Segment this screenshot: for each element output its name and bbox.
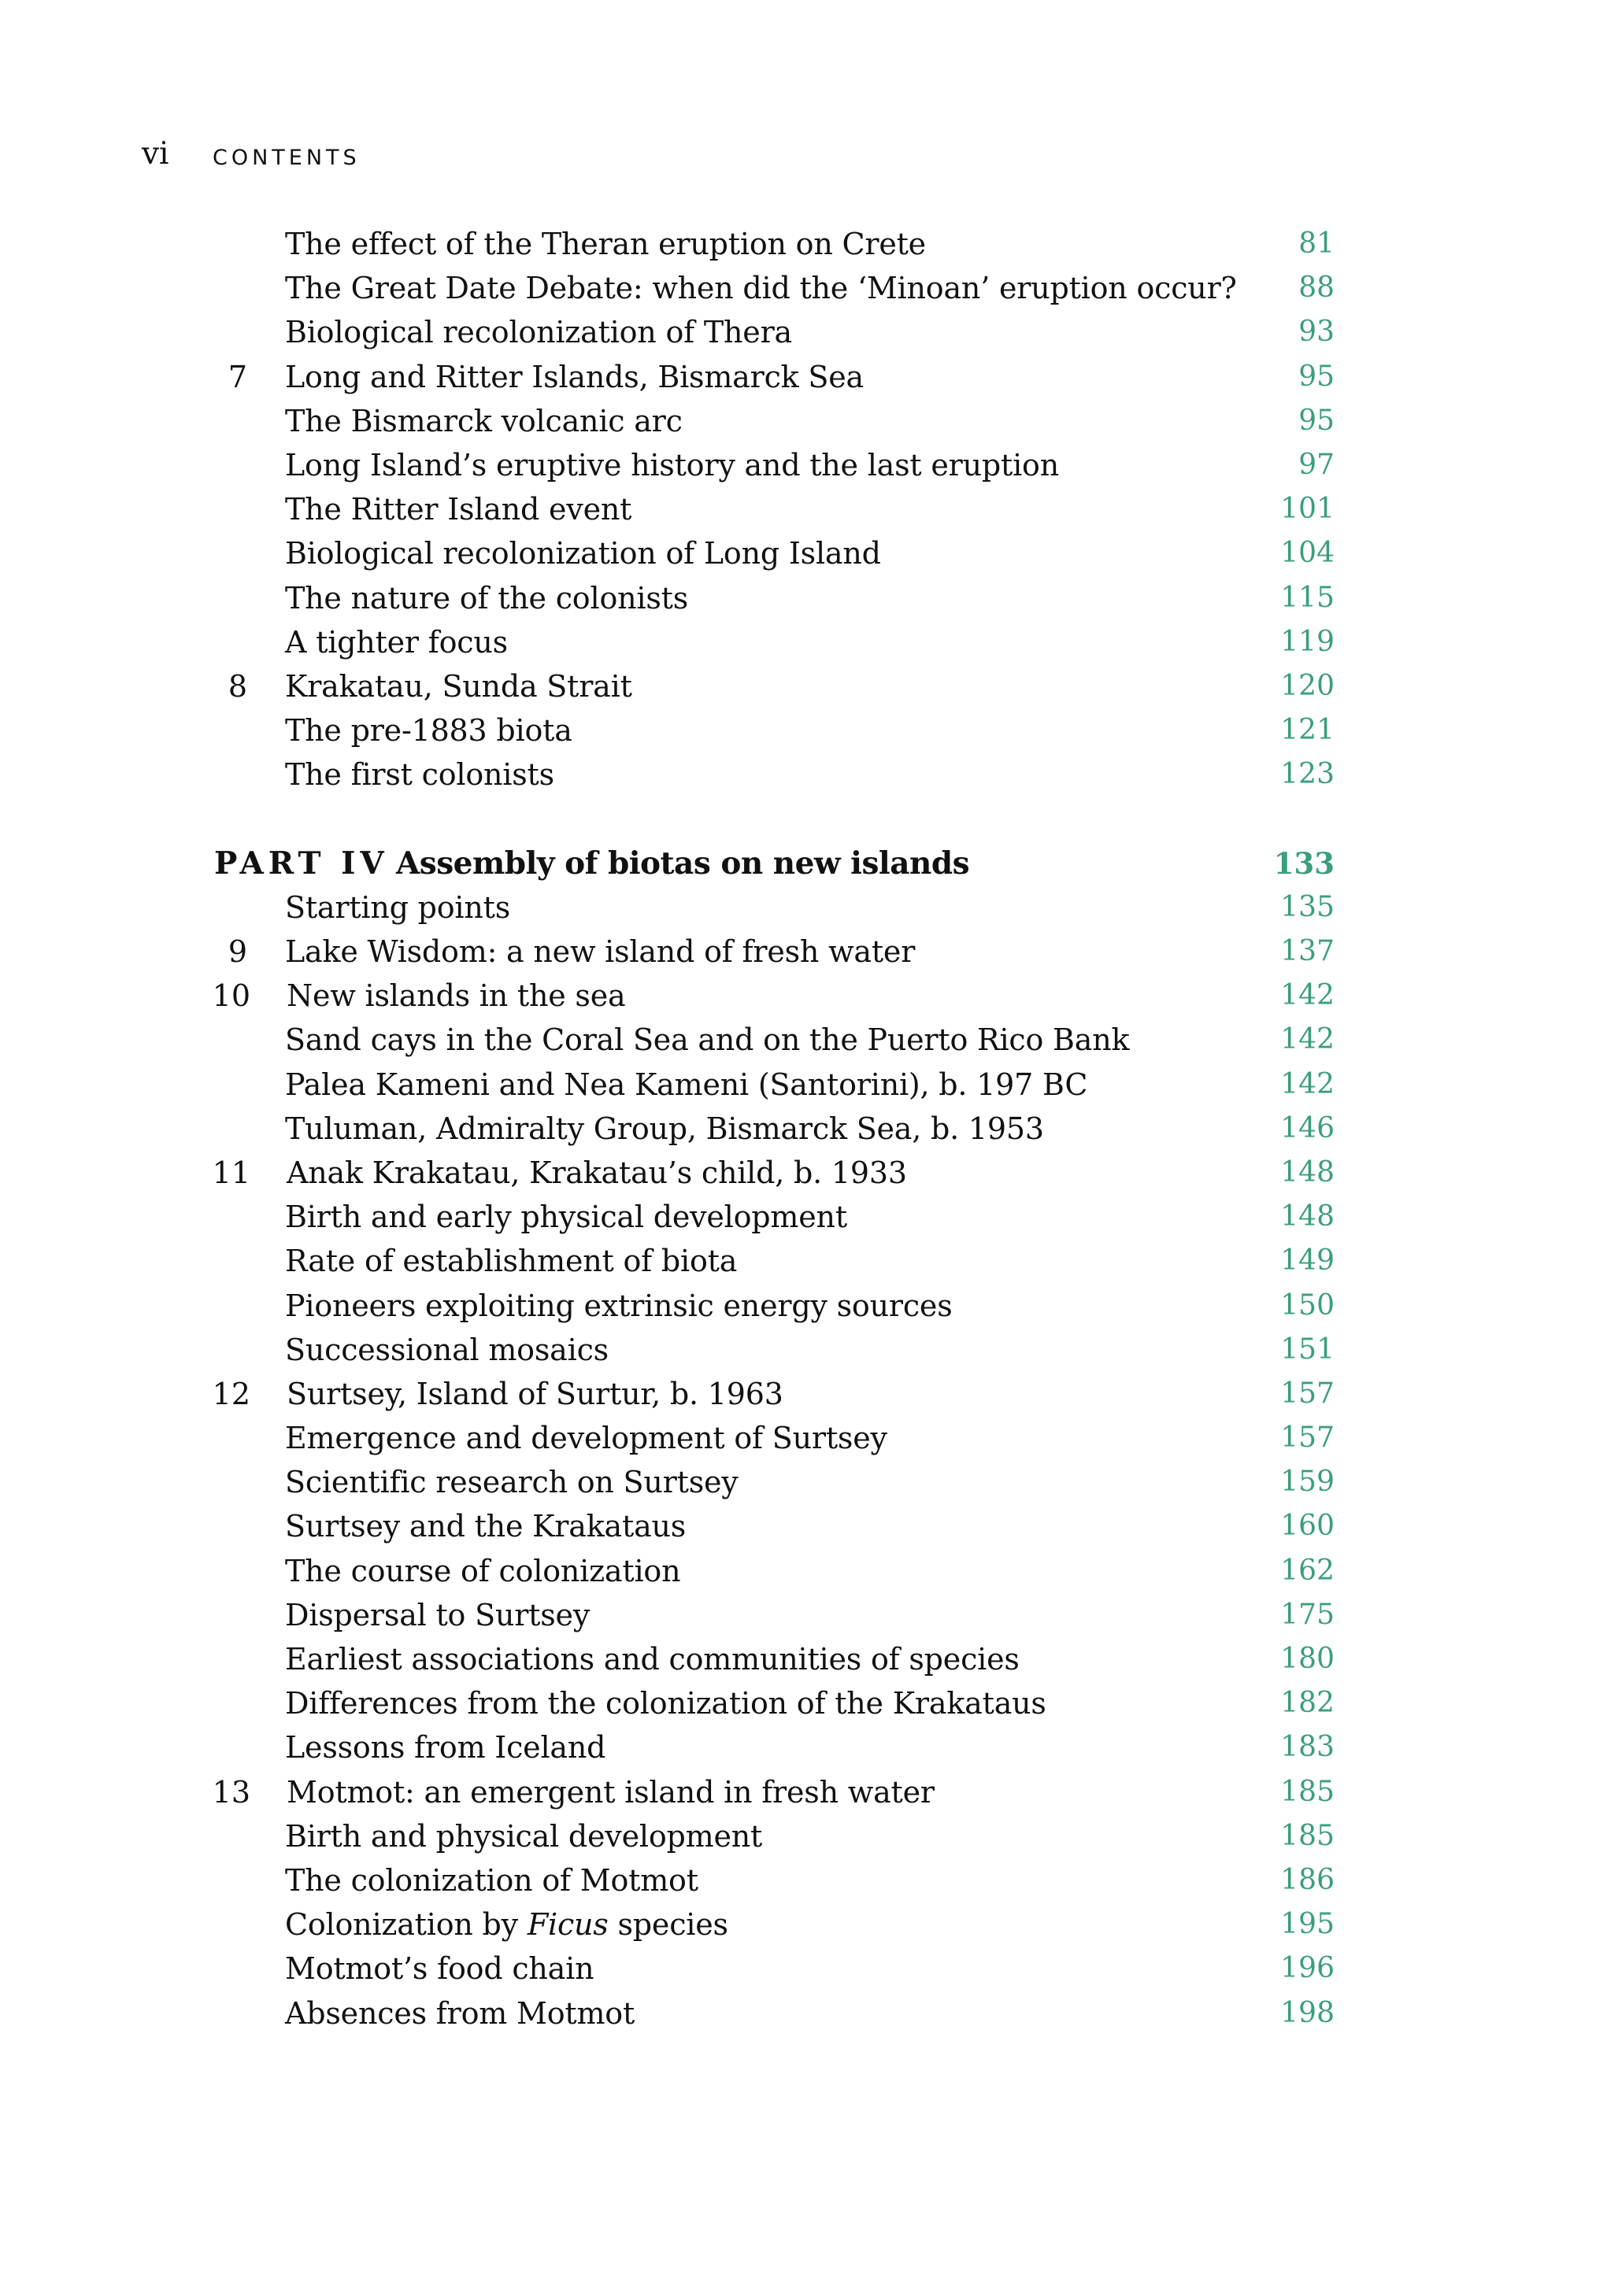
toc-entry (0, 1416, 1618, 1460)
toc-entry (0, 487, 1618, 531)
toc-chapter-entry (0, 1372, 1618, 1416)
entry-page-number: 135 (1280, 890, 1335, 923)
entry-title: Emergence and development of Surtsey (285, 1421, 887, 1456)
entry-page-number: 195 (1280, 1908, 1335, 1941)
chapter-number: 10 (212, 978, 250, 1014)
entry-title (285, 1902, 728, 1947)
entry-title: The colonization of Motmot (285, 1862, 698, 1898)
entry-title: Pioneers exploiting extrinsic energy sources (285, 1288, 953, 1323)
entry-page-number: 142 (1280, 1023, 1335, 1056)
entry-page-number: 150 (1280, 1288, 1335, 1322)
toc-entry (0, 1239, 1618, 1283)
entry-page-number: 81 (1298, 227, 1335, 260)
title-part: species (608, 1907, 728, 1943)
entry-title: Differences from the colonization of the Krakataus (285, 1686, 1046, 1721)
page-folio: vi (142, 136, 169, 172)
part-title: Assembly of biotas on new islands (396, 845, 970, 882)
toc-chapter-entry (0, 974, 1618, 1018)
entry-title: Earliest associations and communities of species (285, 1642, 1020, 1677)
entry-title: Dispersal to Surtsey (285, 1597, 591, 1632)
toc-chapter-entry (0, 1151, 1618, 1195)
toc-entry (0, 1284, 1618, 1328)
entry-title: Lessons from Iceland (285, 1730, 606, 1765)
chapter-number: 7 (228, 359, 247, 394)
toc-entry (0, 1328, 1618, 1372)
entry-page-number: 159 (1280, 1466, 1335, 1499)
toc-entry (0, 1549, 1618, 1593)
running-head-label: CONTENTS (213, 146, 361, 170)
entry-page-number: 104 (1280, 537, 1335, 570)
chapter-title: New islands in the sea (287, 978, 626, 1014)
table-of-contents (0, 222, 1618, 2035)
entry-title: Tuluman, Admiralty Group, Bismarck Sea, b. 1953 (285, 1111, 1044, 1146)
entry-page-number: 97 (1298, 448, 1335, 481)
entry-page-number: 198 (1280, 1996, 1335, 2029)
entry-page-number: 93 (1298, 316, 1335, 349)
entry-page-number: 180 (1280, 1643, 1335, 1675)
entry-page-number: 146 (1280, 1111, 1335, 1144)
toc-entry (0, 266, 1618, 310)
chapter-title: Motmot: an emergent island in fresh water (287, 1774, 935, 1810)
toc-entry (0, 1593, 1618, 1637)
entry-page-number: 185 (1280, 1819, 1335, 1852)
chapter-title: Krakatau, Sunda Strait (285, 668, 632, 704)
entry-page-number: 183 (1280, 1731, 1335, 1764)
entry-title: The course of colonization (285, 1553, 681, 1588)
toc-entry (0, 531, 1618, 575)
toc-entry (0, 310, 1618, 354)
entry-page-number: 95 (1298, 404, 1335, 437)
toc-entry (0, 752, 1618, 797)
toc-entry (0, 1725, 1618, 1769)
toc-entry (0, 1947, 1618, 1991)
toc-entry (0, 1902, 1618, 1947)
entry-page-number: 157 (1280, 1422, 1335, 1455)
entry-title: Absences from Motmot (285, 1995, 635, 2031)
chapter-number: 11 (212, 1155, 250, 1190)
toc-entry (0, 1858, 1618, 1902)
entry-title: The effect of the Theran eruption on Crete (285, 227, 926, 261)
toc-entry (0, 1063, 1618, 1107)
chapter-number: 8 (228, 668, 247, 704)
toc-entry (0, 222, 1618, 266)
entry-title: A tighter focus (285, 624, 508, 660)
part-heading (0, 841, 1618, 885)
toc-entry (0, 1018, 1618, 1062)
chapter-title: Lake Wisdom: a new island of fresh water (285, 934, 916, 969)
part-label: PART IV (214, 845, 389, 882)
chapter-number: 13 (212, 1774, 250, 1810)
entry-page-number: 88 (1298, 272, 1335, 305)
entry-title: The first colonists (285, 757, 554, 793)
entry-title: Surtsey and the Krakataus (285, 1509, 687, 1544)
entry-title: Sand cays in the Coral Sea and on the Puerto Rico Bank (285, 1022, 1130, 1058)
entry-page-number: 162 (1280, 1554, 1335, 1587)
entry-page-number: 120 (1280, 669, 1335, 702)
toc-entry (0, 399, 1618, 443)
entry-title: Biological recolonization of Long Island (285, 536, 881, 571)
toc-entry (0, 443, 1618, 487)
part-page-number: 133 (1273, 845, 1335, 881)
entry-page-number: 148 (1280, 1200, 1335, 1233)
entry-page-number: 142 (1280, 979, 1335, 1012)
entry-page-number: 123 (1280, 758, 1335, 791)
toc-chapter-entry (0, 355, 1618, 399)
toc-entry (0, 1991, 1618, 2035)
entry-page-number: 157 (1280, 1377, 1335, 1410)
entry-page-number: 160 (1280, 1510, 1335, 1543)
chapter-number: 12 (212, 1376, 250, 1411)
entry-page-number: 148 (1280, 1155, 1335, 1189)
entry-title: Motmot’s food chain (285, 1951, 594, 1987)
entry-page-number: 95 (1298, 360, 1335, 393)
chapter-title: Long and Ritter Islands, Bismarck Sea (285, 359, 864, 394)
entry-title: Palea Kameni and Nea Kameni (Santorini), b. 197 BC (285, 1067, 1088, 1102)
entry-page-number: 175 (1280, 1598, 1335, 1631)
title-part-italic: Ficus (527, 1907, 609, 1943)
toc-chapter-entry (0, 1770, 1618, 1814)
toc-chapter-entry (0, 664, 1618, 708)
entry-title: The Bismarck volcanic arc (285, 403, 683, 438)
entry-page-number: 185 (1280, 1775, 1335, 1808)
entry-title: The pre-1883 biota (285, 713, 572, 749)
entry-page-number: 137 (1280, 935, 1335, 967)
title-part: Colonization by (285, 1907, 528, 1943)
entry-title: Rate of establishment of biota (285, 1244, 738, 1279)
chapter-title: Anak Krakatau, Krakatau’s child, b. 1933 (287, 1155, 907, 1190)
toc-entry (0, 708, 1618, 752)
entry-title: Birth and early physical development (285, 1200, 847, 1235)
entry-page-number: 151 (1280, 1333, 1335, 1366)
entry-title: Successional mosaics (285, 1332, 609, 1367)
entry-page-number: 182 (1280, 1687, 1335, 1720)
entry-title: Scientific research on Surtsey (285, 1465, 739, 1500)
toc-chapter-entry (0, 930, 1618, 974)
entry-page-number: 186 (1280, 1863, 1335, 1896)
toc-entry (0, 1107, 1618, 1151)
entry-title: The Great Date Debate: when did the ‘Minoan’ eruption occur? (285, 271, 1237, 306)
toc-entry (0, 1195, 1618, 1239)
toc-entry (0, 1814, 1618, 1858)
chapter-number: 9 (228, 934, 247, 969)
entry-page-number: 101 (1280, 493, 1335, 526)
toc-entry (0, 576, 1618, 620)
entry-title: Long Island’s eruptive history and the last eruption (285, 447, 1059, 482)
entry-title: The Ritter Island event (285, 492, 632, 527)
entry-page-number: 119 (1280, 625, 1335, 658)
entry-page-number: 142 (1280, 1067, 1335, 1100)
toc-entry (0, 1504, 1618, 1548)
entry-page-number: 115 (1280, 581, 1335, 614)
entry-title: Starting points (285, 889, 511, 925)
entry-page-number: 149 (1280, 1244, 1335, 1277)
entry-title: Biological recolonization of Thera (285, 315, 792, 350)
toc-entry (0, 1460, 1618, 1504)
entry-title: Birth and physical development (285, 1818, 763, 1854)
chapter-title: Surtsey, Island of Surtur, b. 1963 (287, 1376, 783, 1411)
entry-title: The nature of the colonists (285, 580, 689, 616)
toc-entry (0, 620, 1618, 664)
toc-entry (0, 1637, 1618, 1681)
entry-page-number: 196 (1280, 1952, 1335, 1985)
entry-page-number: 121 (1280, 714, 1335, 747)
toc-entry (0, 1681, 1618, 1725)
toc-entry (0, 885, 1618, 930)
